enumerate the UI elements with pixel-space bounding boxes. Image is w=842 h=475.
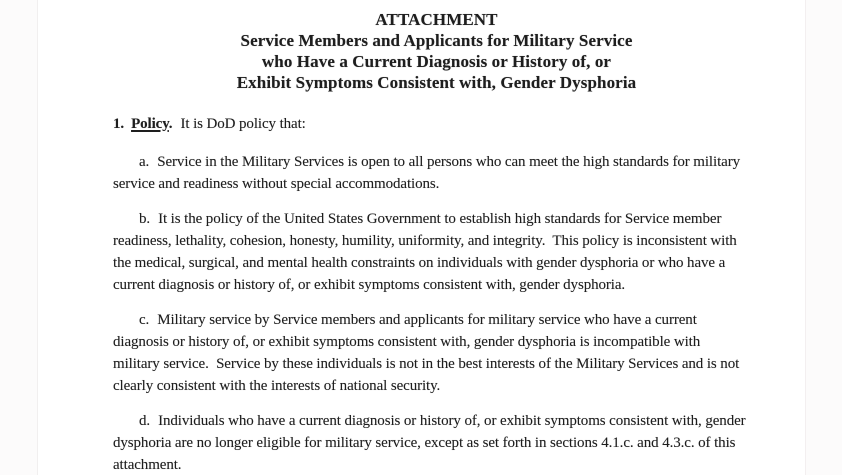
- paragraph-d-label: d.: [139, 413, 151, 429]
- section-title: Policy: [131, 116, 169, 132]
- section-title-period: .: [168, 116, 173, 132]
- section-number: 1.: [113, 116, 125, 132]
- section-intro-text: It is DoD policy that:: [180, 116, 306, 132]
- paragraph-b-text: It is the policy of the United States Government to establish high standards for Service member readiness, lethality, cohesion, honesty, humility, uniformity, and integrity. This policy is inconsistent with the medical, surgical, and mental health constraints on individuals with gender dysphoria or who have a current diagnosis or history of, or exhibit symptoms consistent with, gender dysphoria.: [113, 211, 741, 293]
- attachment-subtitle-line-3: Exhibit Symptoms Consistent with, Gender Dysphoria: [236, 73, 637, 92]
- paragraph-b-label: b.: [139, 211, 151, 227]
- attachment-header: [53, 0, 820, 93]
- paragraph-d: [113, 410, 750, 475]
- attachment-title: ATTACHMENT: [375, 10, 498, 29]
- attachment-subtitle-line-2: who Have a Current Diagnosis or History of, or: [261, 52, 612, 71]
- attachment-subtitle-line-1: Service Members and Applicants for Military Service: [240, 31, 633, 50]
- paragraph-c-label: c.: [139, 312, 150, 328]
- paragraph-d-text: Individuals who have a current diagnosis or history of, or exhibit symptoms consistent with, gender dysphoria are no longer eligible for military service, except as set forth in sections 4.1.c. and 4.3.c. of this attachment.: [113, 413, 750, 473]
- paragraph-b: [113, 208, 747, 296]
- paragraph-a: [113, 151, 747, 195]
- paragraph-a-text: Service in the Military Services is open to all persons who can meet the high standards for military service and readiness without special accommodations.: [113, 154, 744, 192]
- section-1-policy-heading: [113, 113, 747, 135]
- paragraph-a-label: a.: [139, 154, 150, 170]
- document-page: [37, 0, 806, 475]
- paragraph-c: [113, 309, 747, 397]
- paragraph-c-text: Military service by Service members and applicants for military service who have a current diagnosis or history of, or exhibit symptoms consistent with, gender dysphoria is incompatible with military service. Service by these individuals is not in the best interests of the Military Services and is not clearly consistent with the interests of national security.: [113, 312, 743, 394]
- document-body: [38, 113, 805, 475]
